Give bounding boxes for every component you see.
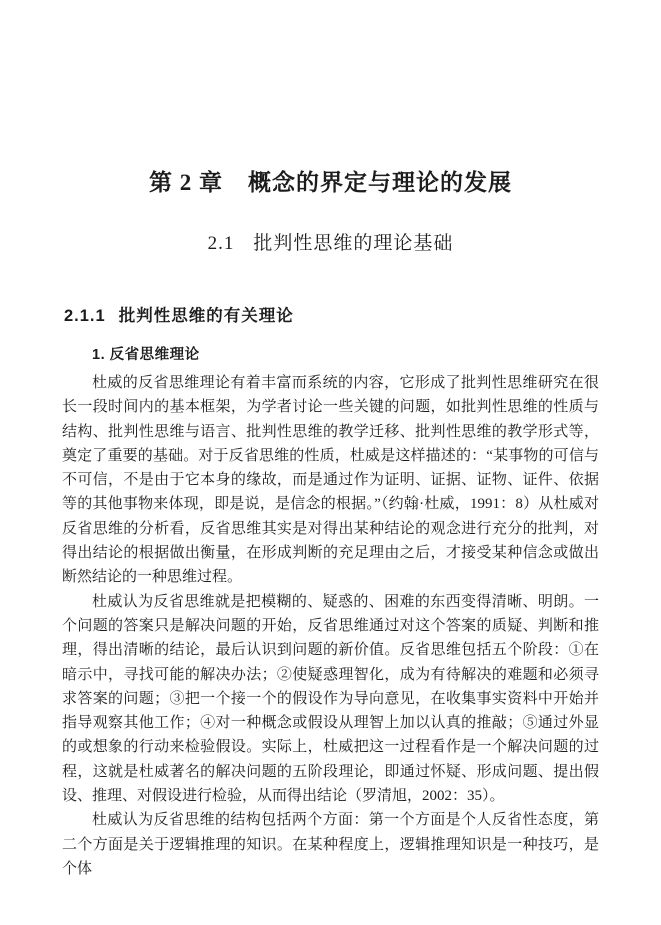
chapter-heading [0,164,661,197]
paragraph-3: 杜威认为反省思维的结构包括两个方面：第一个方面是个人反省性态度，第二个方面是关于逻辑推理的知识。在某种程度上，逻辑推理知识是一种技巧，是个体 [62,812,599,877]
section-heading [0,228,661,255]
paragraph-1: 杜威的反省思维理论有着丰富而系统的内容，它形成了批判性思维研究在很长一段时间内的基本框架，为学者讨论一些关键的问题，如批判性思维的性质与结构、批判性思维与语言、批判性思维的教学迁移、批判性思维的教学形式等，奠定了重要的基础。对于反省思维的性质，杜威是这样描述的：“某事物的可信与不可信，不是由于它本身的缘故，而是通过作为证明、证据、证物、证件、依据等的其他事物来体现，即是说，是信念的根据。”（约翰·杜威，1991：8）从杜威对反省思维的分析看，反省思维其实是对得出某种结论的观念进行充分的批判，对得出结论的根据做出衡量，在形成判断的充足理由之后，才接受某种信念或做出断然结论的一种思维过程。 [62,375,599,586]
section-title: 批判性思维的理论基础 [253,233,454,254]
subsection-title: 批判性思维的有关理论 [118,307,294,325]
paragraph-2: 杜威认为反省思维就是把模糊的、疑惑的、困难的东西变得清晰、明朗。一个问题的答案只是解决问题的开始，反省思维通过对这个答案的质疑、判断和推理，得出清晰的结论，最后认识到问题的新价值。反省思维包括五个阶段：①在暗示中，寻找可能的解决办法；②使疑惑理智化，成为有待解决的难题和必须寻求答案的问题；③把一个接一个的假设作为导向意见，在收集事实资料中开始并指导观察其他工作；④对一种概念或假设从理智上加以认真的推敲；⑤通过外显的或想象的行动来检验假设。实际上，杜威把这一过程看作是一个解决问题的过程，这就是杜威著名的解决问题的五阶段理论，即通过怀疑、形成问题、提出假设、推理、对假设进行检验，从而得出结论（罗清旭，2002：35）。 [62,593,599,805]
body-text [62,371,599,881]
chapter-number: 第 2 章 [149,170,223,195]
subsection-number: 2.1.1 [64,307,106,325]
item-heading: 1. 反省思维理论 [92,347,200,363]
section-number: 2.1 [207,233,235,254]
subsection-heading [64,302,294,326]
chapter-title: 概念的界定与理论的发展 [248,170,512,195]
